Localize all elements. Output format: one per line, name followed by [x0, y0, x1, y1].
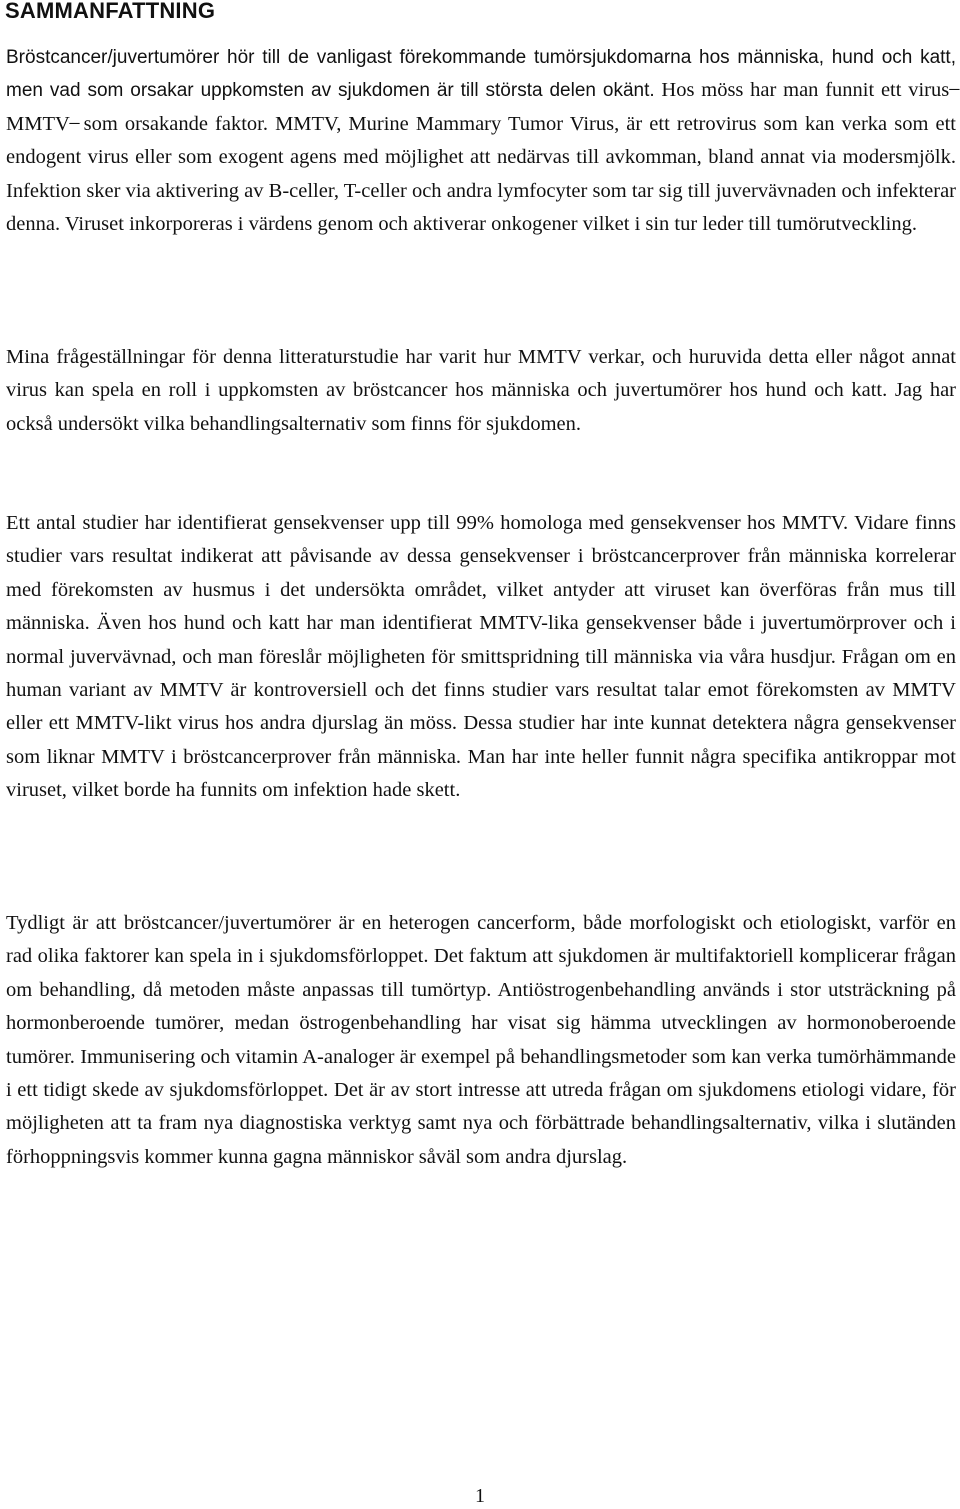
- summary-paragraph-1-opening: Bröstcancer/juvertumörer hör till de vanligast förekommande tumörsjukdomarna hos människa, hund och katt, men vad som orsakar uppkomsten av sjukdomen är till största delen okänt.: [6, 47, 956, 102]
- summary-paragraph-1: [6, 41, 956, 241]
- summary-paragraph-3: Ett antal studier har identifierat gensekvenser upp till 99% homologa med gensekvenser hos MMTV. Vidare finns studier vars resultat indikerat att påvisande av dessa gensekvenser i bröstcancerprover från människa korrelerar med förekomsten av husmus i det undersökta området, vilket antyder att viruset kan överföras från mus till människa. Även hos hund och katt har man identifierat MMTV-lika gensekvenser både i juvertumörprover och i normal juvervävnad, och man föreslår möjligheten för smittspridning till människa via våra husdjur. Frågan om en human variant av MMTV är kontroversiell och det finns studier vars resultat talar emot förekomsten av MMTV eller ett MMTV-likt virus hos andra djurslag än möss. Dessa studier har inte kunnat detektera några gensekvenser som liknar MMTV i bröstcancerprover från människa. Man har inte heller funnit några specifika antikroppar mot viruset, vilket borde ha funnits om infektion hade skett.: [6, 512, 956, 802]
- summary-paragraph-2: Mina frågeställningar för denna litteraturstudie har varit hur MMTV verkar, och huruvida detta eller något annat virus kan spela en roll i uppkomsten av bröstcancer hos människa och juvertumörer hos hund och katt. Jag har också undersökt vilka behandlingsalternativ som finns för sjukdomen.: [6, 346, 956, 435]
- summary-paragraph-1-body: Hos möss har man funnit ett virus ̶ MMTV ̶ som orsakande faktor. MMTV, Murine Mammary Tumor Virus, är ett retrovirus som kan verka som ett endogent virus eller som exogent agens med möjlighet att nedärvas till avkomman, bland annat via modersmjölk. Infektion sker via aktivering av B-celler, T-celler och andra lymfocyter som tar sig till juvervävnaden och infekterar denna. Viruset inkorporeras i värdens genom och aktiverar onkogener vilket i sin tur leder till tumörutveckling.: [6, 79, 956, 236]
- section-heading: SAMMANFATTNING: [5, 0, 216, 23]
- page-number: 1: [475, 1485, 485, 1507]
- summary-paragraph-4: Tydligt är att bröstcancer/juvertumörer är en heterogen cancerform, både morfologiskt och etiologiskt, varför en rad olika faktorer kan spela in i sjukdomsförloppet. Det faktum att sjukdomen är multifaktoriell komplicerar frågan om behandling, då metoden måste anpassas till tumörtyp. Antiöstrogenbehandling används i stor utsträckning på hormonberoende tumörer, medan östrogenbehandling har visat sig hämma utvecklingen av hormonoberoende tumörer. Immunisering och vitamin A-analoger är exempel på behandlingsmetoder som kan verka tumörhämmande i ett tidigt skede av sjukdomsförloppet. Det är av stort intresse att utreda frågan om sjukdomens etiologi vidare, för möjligheten att ta fram nya diagnostiska verktyg samt nya och förbättrade behandlingsalternativ, vilka i slutänden förhoppningsvis kommer kunna gagna människor såväl som andra djurslag.: [6, 912, 956, 1168]
